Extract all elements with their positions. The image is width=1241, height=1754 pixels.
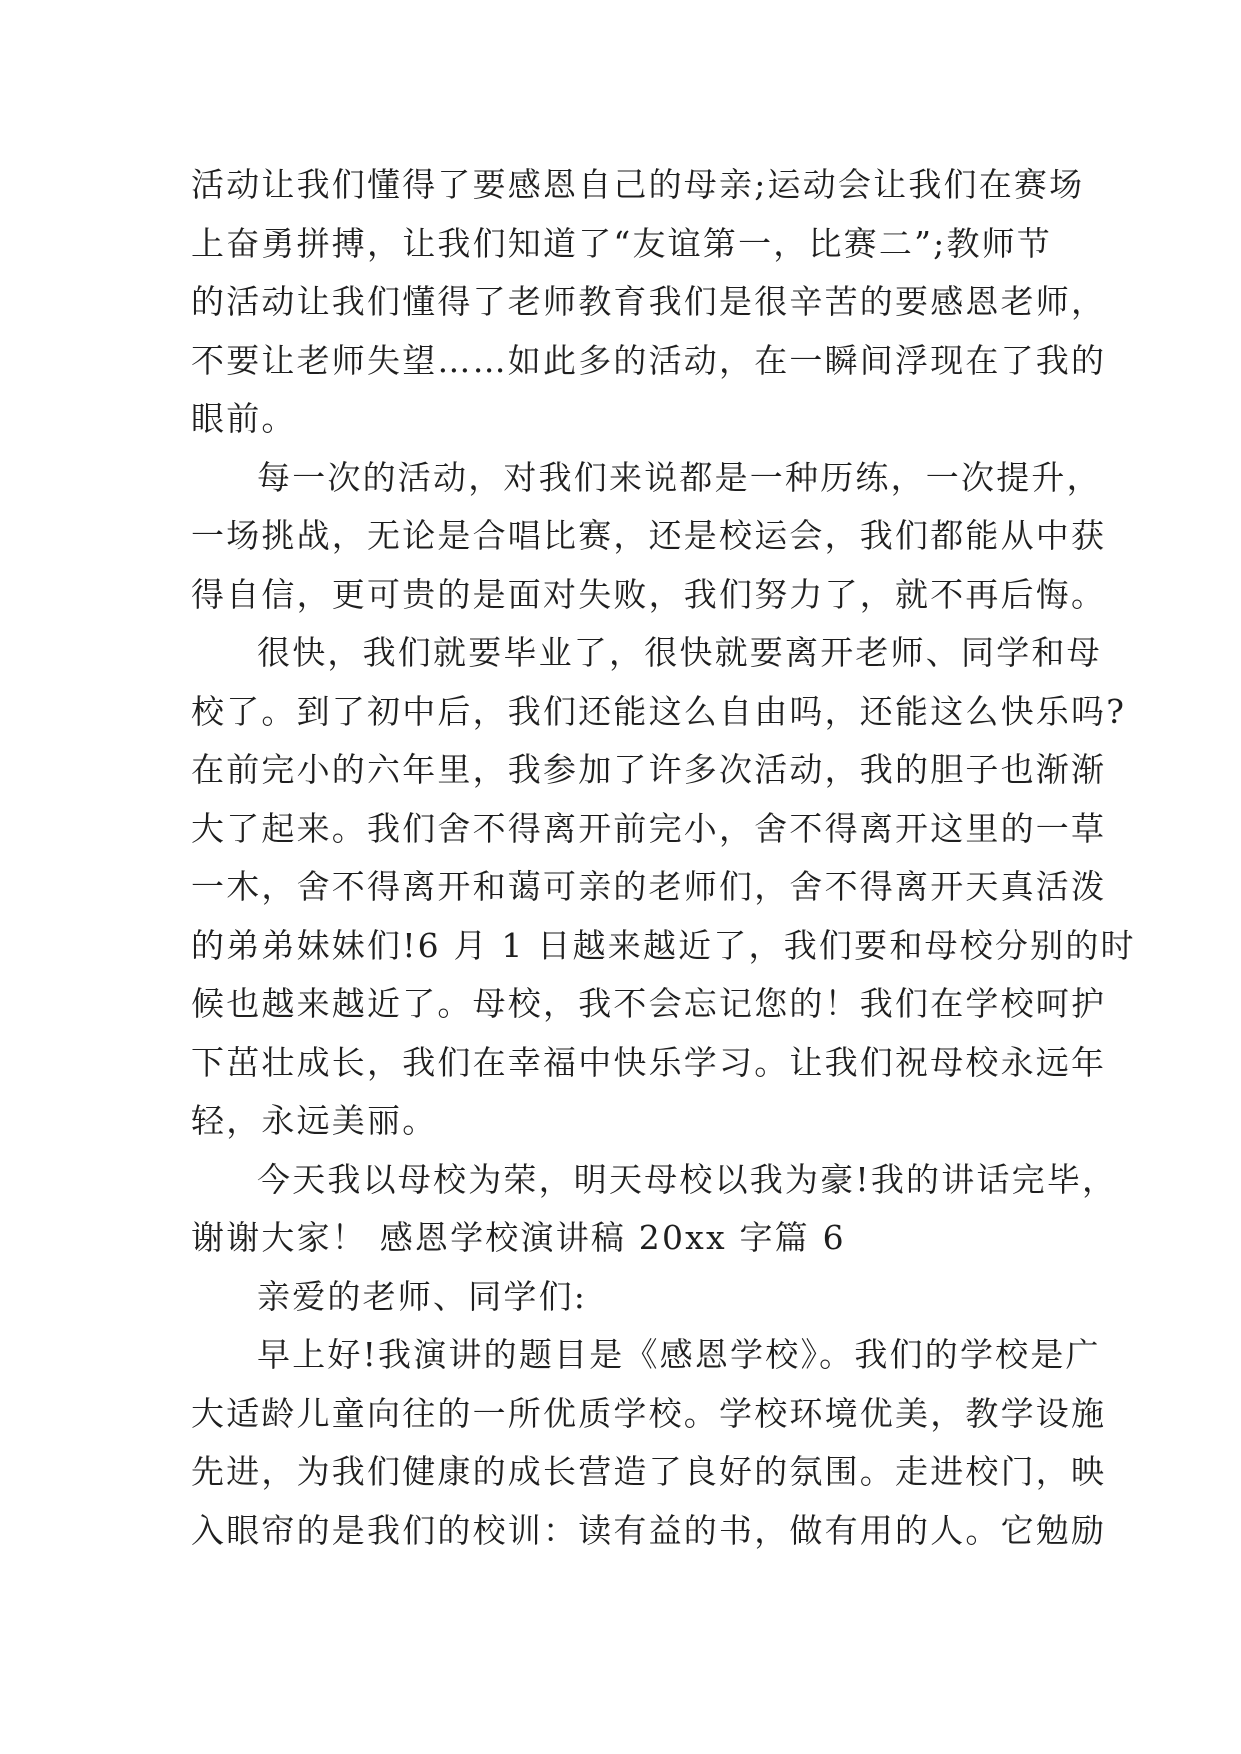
text-line: 的活动让我们懂得了老师教育我们是很辛苦的要感恩老师， [191,282,1107,321]
text-line: 上奋勇拼搏，让我们知道了“友谊第一，比赛二”;教师节 [191,223,1053,263]
text-line: 眼前。 [191,399,297,438]
text-line: 活动让我们懂得了要感恩自己的母亲;运动会让我们在赛场 [191,165,1085,204]
salutation-line: 亲爱的老师、同学们: [257,1276,588,1316]
section-heading-line: 谢谢大家！ 感恩学校演讲稿 20xx 字篇 6 [191,1218,846,1257]
text-line: 下茁壮成长，我们在幸福中快乐学习。让我们祝母校永远年 [191,1042,1107,1082]
text-line: 大了起来。我们舍不得离开前完小，舍不得离开这里的一草 [191,808,1107,848]
speech-text-body [191,156,1136,1560]
text-line: 大适龄儿童向往的一所优质学校。学校环境优美，教学设施 [191,1393,1107,1433]
paragraph-start-line: 每一次的活动，对我们来说都是一种历练，一次提升， [257,457,1102,497]
text-line: 一场挑战，无论是合唱比赛，还是校运会，我们都能从中获 [191,516,1107,555]
text-line: 先进，为我们健康的成长营造了良好的氛围。走进校门，映 [191,1452,1107,1491]
text-line: 的弟弟妹妹们!6 月 1 日越来越近了，我们要和母校分别的时 [191,925,1136,965]
text-line: 一木，舍不得离开和蔼可亲的老师们，舍不得离开天真活泼 [191,867,1107,906]
paragraph-start-line: 很快，我们就要毕业了，很快就要离开老师、同学和母 [257,633,1102,672]
text-line: 得自信，更可贵的是面对失败，我们努力了，就不再后悔。 [191,574,1107,614]
text-line: 轻，永远美丽。 [191,1101,438,1140]
text-line: 在前完小的六年里，我参加了许多次活动，我的胆子也渐渐 [191,750,1107,789]
paragraph-start-line: 今天我以母校为荣，明天母校以我为豪!我的讲话完毕， [257,1159,1118,1199]
text-line: 校了。到了初中后，我们还能这么自由吗，还能这么快乐吗? [191,691,1127,731]
text-line: 不要让老师失望……如此多的活动，在一瞬间浮现在了我的 [191,340,1107,380]
text-line: 候也越来越近了。母校，我不会忘记您的！我们在学校呵护 [191,984,1107,1023]
paragraph-start-line: 早上好!我演讲的题目是《感恩学校》。我们的学校是广 [257,1335,1101,1374]
text-line: 入眼帘的是我们的校训：读有益的书，做有用的人。它勉励 [191,1510,1107,1550]
